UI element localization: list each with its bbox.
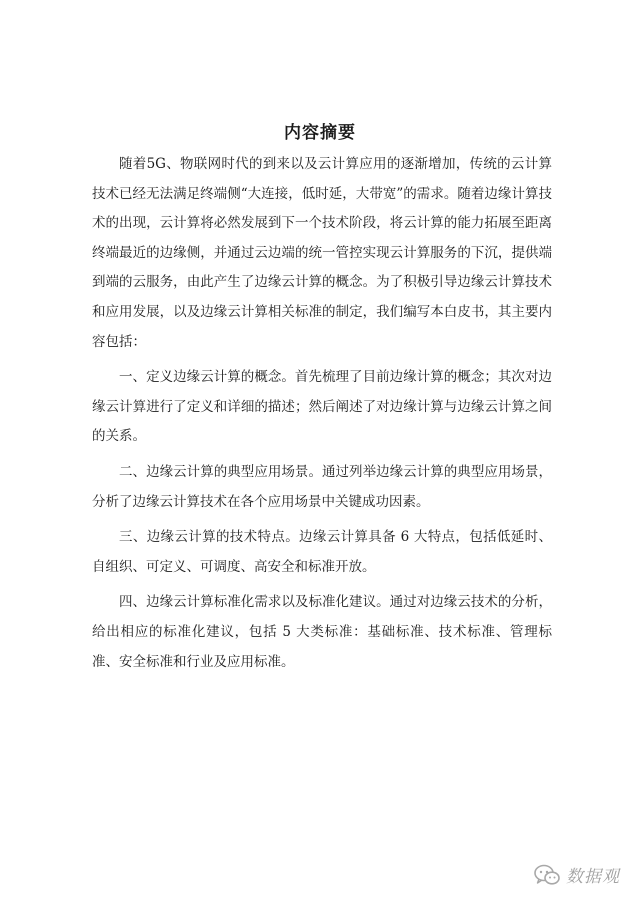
paragraph-three: 三、边缘云计算的技术特点。边缘云计算具备 6 大特点，包括低延时、自组织、可定义、可调度、高安全和标准开放。 xyxy=(92,529,552,575)
paragraph-two: 二、边缘云计算的典型应用场景。通过列举边缘云计算的典型应用场景，分析了边缘云计算技术在各个应用场景中关键成功因素。 xyxy=(92,463,552,510)
watermark xyxy=(534,862,620,887)
watermark-text: 数据观 xyxy=(566,867,620,887)
abstract-body xyxy=(92,150,552,683)
paragraph-intro: 随着5G、物联网时代的到来以及云计算应用的逐渐增加，传统的云计算技术已经无法满足终端侧“大连接，低时延，大带宽”的需求。随着边缘计算技术的出现，云计算将必然发展到下一个技术阶段，将云计算的能力拓展至距离终端最近的边缘侧，并通过云边端的统一管控实现云计算服务的下沉，提供端到端的云服务，由此产生了边缘云计算的概念。为了积极引导边缘云计算技术和应用发展，以及边缘云计算相关标准的制定，我们编写本白皮书，其主要内容包括： xyxy=(92,156,552,350)
page-title: 内容摘要 xyxy=(284,123,356,143)
wechat-icon xyxy=(534,864,560,886)
paragraph-one: 一、定义边缘云计算的概念。首先梳理了目前边缘计算的概念；其次对边缘云计算进行了定义和详细的描述；然后阐述了对边缘计算与边缘云计算之间的关系。 xyxy=(92,369,552,445)
paragraph-four: 四、边缘云计算标准化需求以及标准化建议。通过对边缘云技术的分析，给出相应的标准化建议，包括 5 大类标准：基础标准、技术标准、管理标准、安全标准和行业及应用标准。 xyxy=(92,594,552,670)
